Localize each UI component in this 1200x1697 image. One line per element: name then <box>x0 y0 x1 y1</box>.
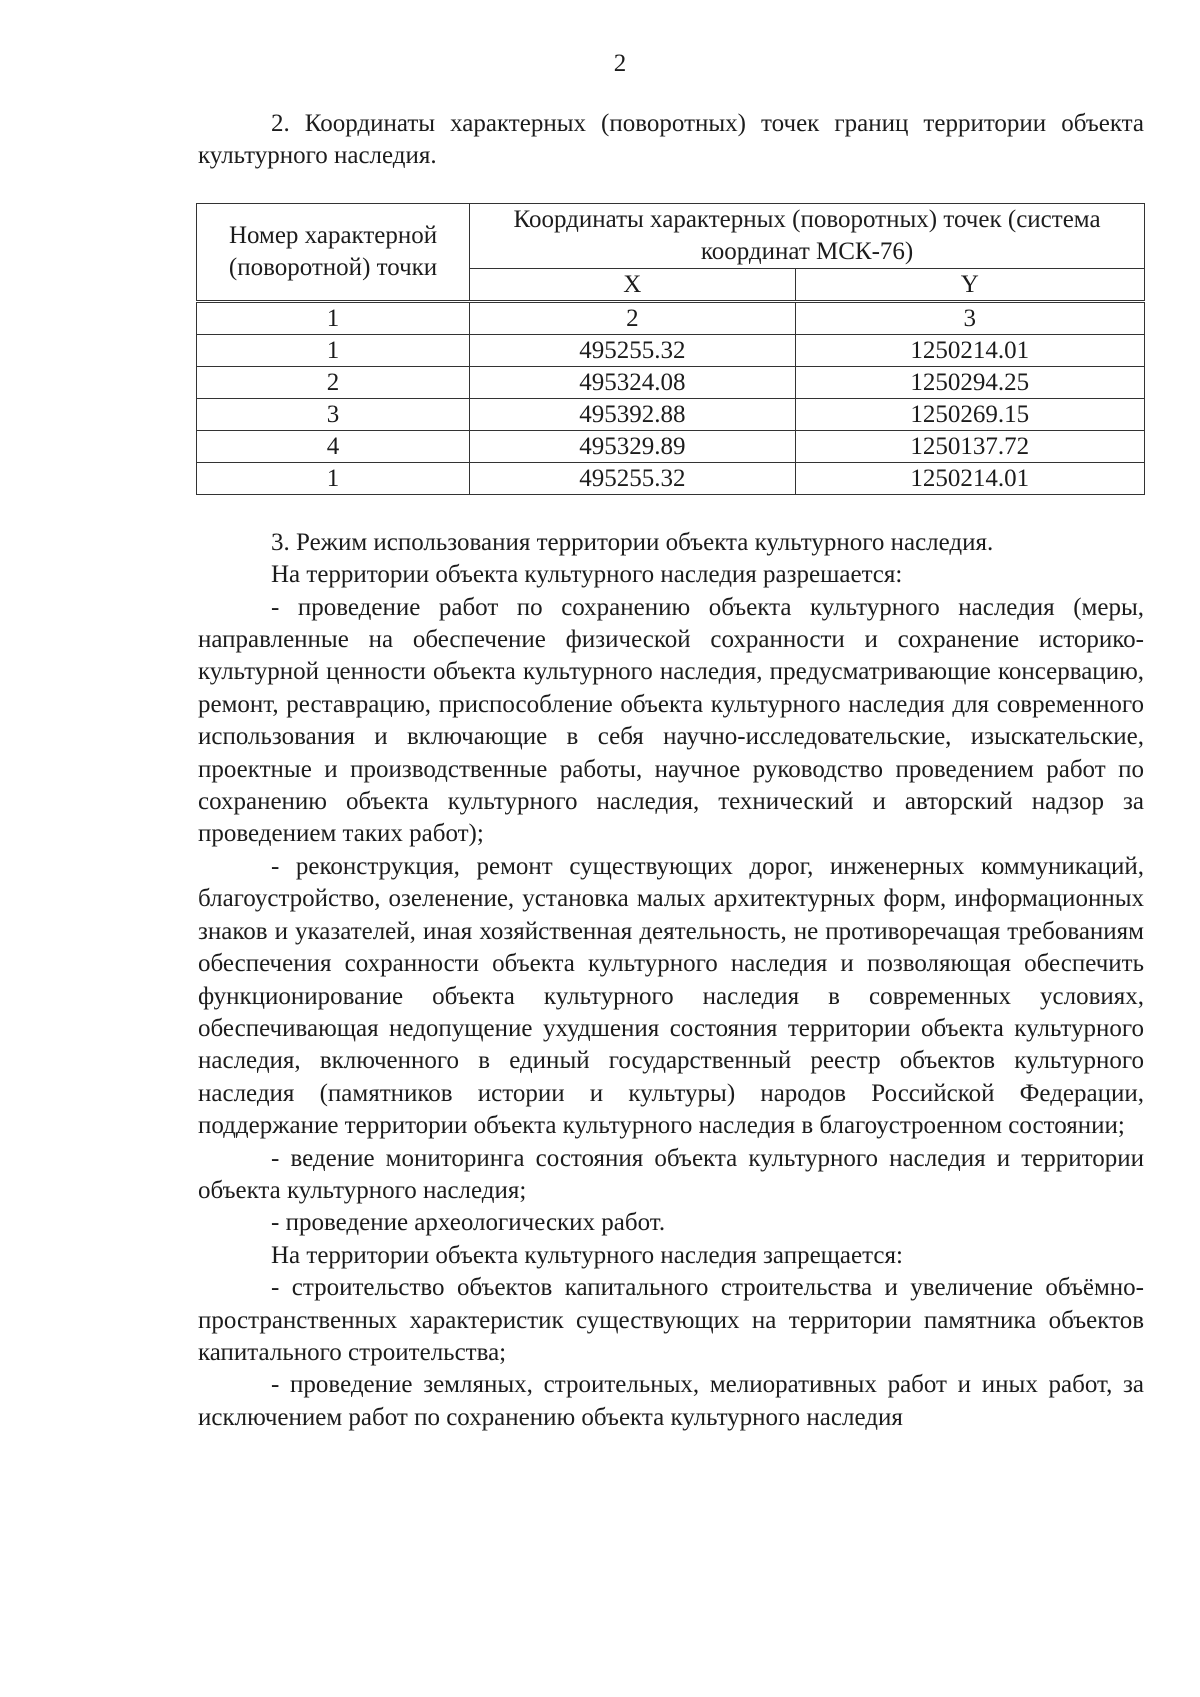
y-coordinate: 1250214.01 <box>795 462 1144 494</box>
y-coordinate: 1250214.01 <box>795 334 1144 366</box>
x-coordinate: 495329.89 <box>470 430 795 462</box>
allowed-item: - проведение археологических работ. <box>271 1209 666 1237</box>
section-2-title: 2. Координаты характерных (поворотных) точек границ территории объекта культурного наследия. <box>198 110 1144 170</box>
allowed-item: - проведение работ по сохранению объекта культурного наследия (меры, направленные на обеспечение физической сохранности и сохранение историко-культурной ценности объекта культурного наследия, предусматривающие консервацию, ремонт, реставрацию, приспособление объекта культурного наследия для современного использования и включающие в себя научно-исследовательские, изыскательские, проектные и производственные работы, научное руководство проведением работ по сохранению объекта культурного наследия, технический и авторский надзор за проведением таких работ); <box>198 593 1144 848</box>
forbidden-intro: На территории объекта культурного наследия запрещается: <box>271 1241 903 1269</box>
table-row <box>197 398 1145 430</box>
x-coordinate: 495324.08 <box>470 366 795 398</box>
document-body <box>198 108 1144 1434</box>
x-coordinate: 495392.88 <box>470 398 795 430</box>
point-number: 3 <box>197 398 470 430</box>
column-number: 1 <box>197 301 470 334</box>
y-coordinate: 1250269.15 <box>795 398 1144 430</box>
y-coordinate: 1250294.25 <box>795 366 1144 398</box>
point-number: 1 <box>197 462 470 494</box>
column-number: 2 <box>470 301 795 334</box>
page-number: 2 <box>613 50 627 77</box>
x-coordinate: 495255.32 <box>470 462 795 494</box>
point-number: 1 <box>197 334 470 366</box>
table-row <box>197 366 1145 398</box>
point-number: 2 <box>197 366 470 398</box>
allowed-item: - реконструкция, ремонт существующих дорог, инженерных коммуникаций, благоустройство, озеленение, установка малых архитектурных форм, информационных знаков и указателей, иная хозяйственная деятельность, не противоречащая требованиям обеспечения сохранности объекта культурного наследия и позволяющая обеспечить функционирование объекта культурного наследия в современных условиях, обеспечивающая недопущение ухудшения состояния территории объекта культурного наследия, включенного в единый государственный реестр объектов культурного наследия (памятников истории и культуры) народов Российской Федерации, поддержание территории объекта культурного наследия в благоустроенном состоянии; <box>198 852 1144 1140</box>
table-row <box>197 334 1145 366</box>
allowed-intro: На территории объекта культурного наследия разрешается: <box>271 561 903 589</box>
table-row <box>197 462 1145 494</box>
x-coordinate: 495255.32 <box>470 334 795 366</box>
table-column-numbers <box>197 301 1145 334</box>
header-point-number: Номер характерной (поворотной) точки <box>197 203 470 301</box>
header-x: X <box>470 268 795 301</box>
allowed-item: - ведение мониторинга состояния объекта культурного наследия и территории объекта культурного наследия; <box>198 1144 1144 1204</box>
point-number: 4 <box>197 430 470 462</box>
header-coordinates: Координаты характерных (поворотных) точек (система координат МСК-76) <box>470 203 1145 268</box>
section-3-title: 3. Режим использования территории объекта культурного наследия. <box>271 528 994 556</box>
header-y: Y <box>795 268 1144 301</box>
column-number: 3 <box>795 301 1144 334</box>
forbidden-item: - строительство объектов капитального строительства и увеличение объёмно-пространственных характеристик существующих на территории памятника объектов капитального строительства; <box>198 1274 1144 1366</box>
table-row <box>197 430 1145 462</box>
coordinates-table <box>196 203 1145 495</box>
forbidden-item: - проведение земляных, строительных, мелиоративных работ и иных работ, за исключением работ по сохранению объекта культурного наследия <box>198 1371 1144 1431</box>
y-coordinate: 1250137.72 <box>795 430 1144 462</box>
